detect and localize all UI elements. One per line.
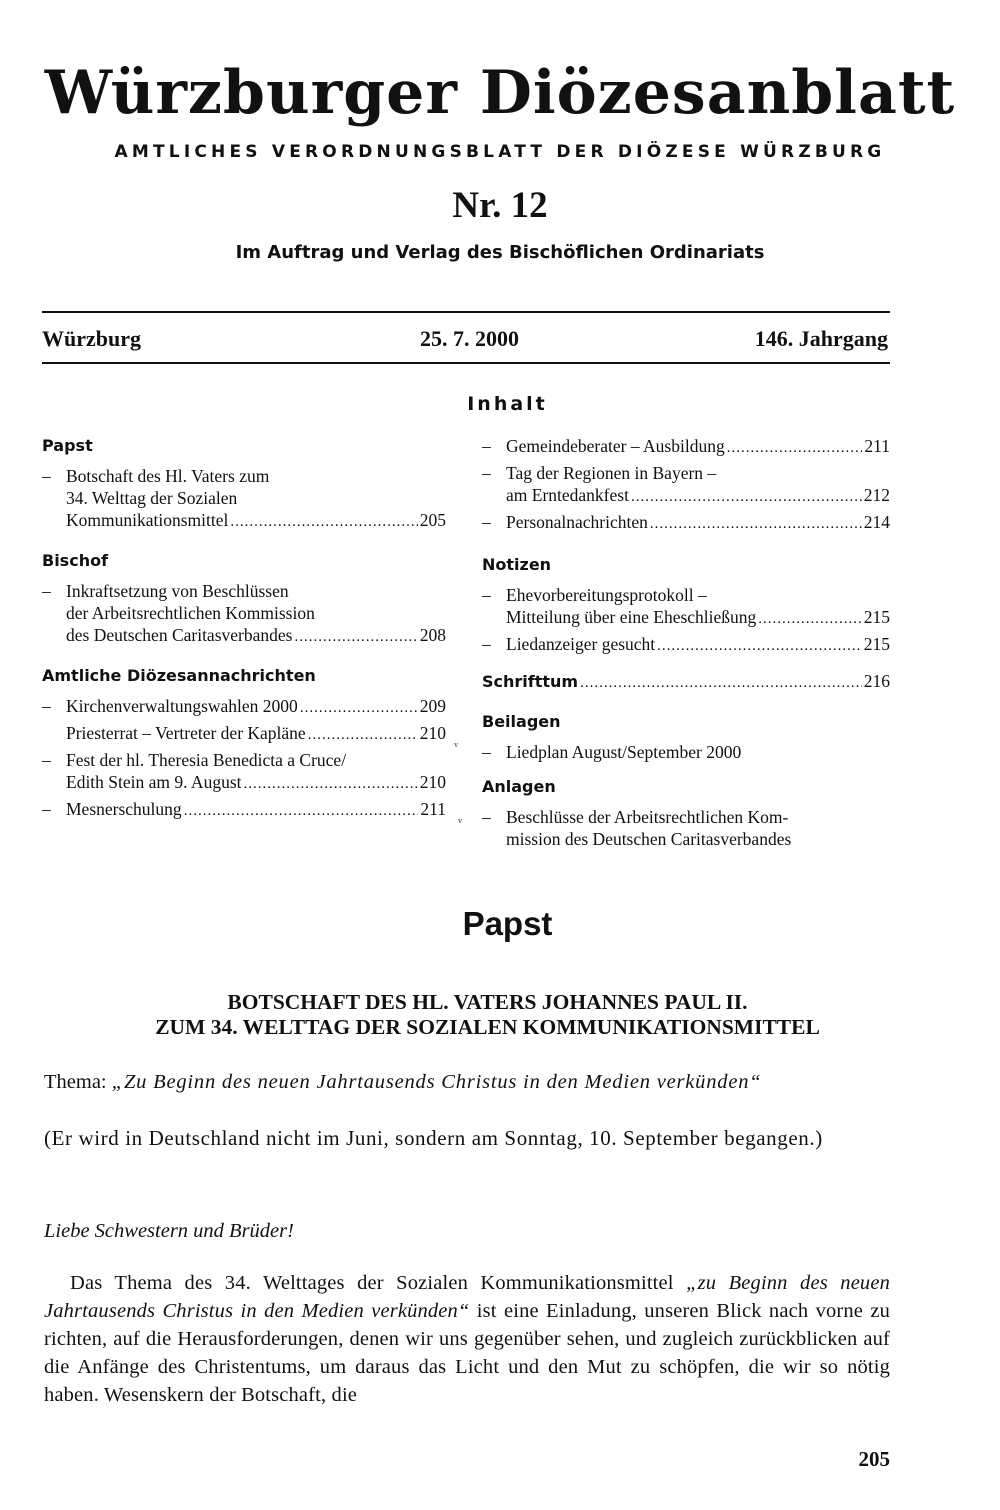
toc-heading-papst: Papst [42, 436, 93, 455]
toc-entry-text: mission des Deutschen Caritasverbandes [506, 829, 792, 849]
toc-dash: – [482, 463, 491, 483]
toc-dash: – [482, 742, 491, 762]
leader-dots [580, 672, 862, 694]
article-greeting: Liebe Schwestern und Brüder! [44, 1220, 294, 1242]
toc-entry[interactable] [42, 580, 446, 648]
toc-left-column [42, 435, 446, 825]
article-title-line-1: BOTSCHAFT DES HL. VATERS JOHANNES PAUL II. [227, 990, 748, 1014]
dateline-volume: 146. Jahrgang [754, 326, 888, 351]
toc-entry-text: Liedanzeiger gesucht [506, 634, 656, 654]
toc-heading-bischof: Bischof [42, 551, 109, 570]
paragraph-quote: „zu Beginn des neuen Jahrtausends Christus in den Medien verkünden“ [44, 1272, 890, 1322]
toc-entry[interactable] [42, 722, 446, 746]
toc-entry-text: Fest der hl. Theresia Benedicta a Cruce/ [66, 750, 347, 770]
leader-dots [184, 800, 419, 822]
toc-page-number: 214 [863, 512, 890, 532]
theme-label: Thema: [44, 1071, 107, 1093]
paragraph-text: ist eine Einladung, unseren Blick nach vorne zu richten, auf die Herausforderungen, denen wir uns gegenüber sehen, und zugleich zurückblicken auf die Anfänge des Christentums, um daraus das Licht und den Mut zu schöpfen, die wir so nötig haben. Wesenskern der Botschaft, die [44, 1300, 890, 1406]
toc-dash: – [42, 799, 51, 819]
section-heading: Papst [462, 905, 553, 942]
divider-bottom [42, 362, 890, 364]
divider-top [42, 311, 890, 313]
toc-entry[interactable] [42, 465, 446, 533]
toc-page-number: 211 [864, 436, 890, 456]
toc-dash: – [42, 466, 51, 486]
toc-entry-text: Priesterrat – Vertreter der Kapläne [66, 723, 306, 743]
toc-page-number: 215 [863, 634, 890, 654]
leader-dots [650, 513, 862, 535]
toc-entry-text: Gemeindeberater – Ausbildung [506, 436, 725, 456]
publisher-line: Im Auftrag und Verlag des Bischöflichen Ordinariats [235, 242, 765, 263]
issue-number: Nr. 12 [452, 185, 548, 226]
leader-dots [230, 511, 417, 533]
toc-dash: – [482, 585, 491, 605]
toc-page-number: 208 [419, 625, 446, 645]
theme-text: „Zu Beginn des neuen Jahrtausends Christus in den Medien verkünden“ [111, 1071, 762, 1093]
toc-entry[interactable] [482, 584, 890, 630]
toc-entry-text: Edith Stein am 9. August [66, 772, 242, 792]
toc-page-number: 210 [419, 723, 446, 743]
toc-page-number: 210 [419, 772, 446, 792]
toc-dash: – [482, 807, 491, 827]
toc-title: Inhalt [467, 393, 548, 415]
toc-dash: – [42, 581, 51, 601]
toc-dash: – [482, 512, 491, 532]
leader-dots [758, 608, 861, 630]
toc-page-number: 211 [420, 799, 446, 819]
toc-entry-text: am Erntedankfest [506, 485, 629, 505]
toc-entry[interactable] [482, 462, 890, 508]
toc-dash: – [42, 750, 51, 770]
article-theme [44, 1068, 904, 1096]
toc-heading-beilagen: Beilagen [482, 712, 561, 731]
toc-entry-text: des Deutschen Caritasverbandes [66, 625, 293, 645]
dateline-date: 25. 7. 2000 [420, 326, 519, 351]
toc-heading-notizen: Notizen [482, 555, 552, 574]
toc-entry-text: Ehevorbereitungsprotokoll – [506, 585, 707, 605]
toc-entry[interactable] [42, 798, 446, 822]
masthead-title: Würzburger Diözesanblatt [44, 58, 956, 128]
toc-dash: – [482, 436, 491, 456]
toc-entry-text: Inkraftsetzung von Beschlüssen [66, 581, 289, 601]
toc-heading-anlagen: Anlagen [482, 777, 556, 796]
toc-entry-text: Mesnerschulung [66, 799, 182, 819]
toc-entry-text: Kommunikationsmittel [66, 510, 229, 530]
toc-entry-text: Botschaft des Hl. Vaters zum [66, 466, 270, 486]
article-paragraph [44, 1269, 890, 1409]
toc-page-number: 212 [863, 485, 890, 505]
toc-entry-text: Beschlüsse der Arbeitsrechtlichen Kom- [506, 807, 789, 827]
leader-dots [294, 626, 417, 648]
toc-entry[interactable] [482, 806, 890, 850]
leader-dots [657, 635, 862, 657]
toc-entry[interactable] [482, 633, 890, 657]
toc-page-number: 209 [419, 696, 446, 716]
leader-dots [244, 773, 418, 795]
toc-page-number: 205 [419, 510, 446, 530]
dateline [42, 323, 890, 355]
toc-dash: – [42, 696, 51, 716]
leader-dots [300, 697, 418, 719]
toc-dash: – [482, 634, 491, 654]
masthead-subtitle: AMTLICHES VERORDNUNGSBLATT DER DIÖZESE WÜRZBURG [114, 142, 886, 162]
leader-dots [308, 724, 418, 746]
toc-heading-amtliche: Amtliche Diözesannachrichten [42, 666, 316, 685]
toc-entry-text: der Arbeitsrechtlichen Kommission [66, 603, 315, 623]
toc-entry-schrifttum[interactable] [482, 670, 890, 694]
toc-heading-schrifttum: Schrifttum [482, 672, 579, 691]
leader-dots [631, 486, 862, 508]
article-title [40, 990, 935, 1040]
article-title-line-2: ZUM 34. WELTTAG DER SOZIALEN KOMMUNIKATIONSMITTEL [155, 1015, 820, 1039]
toc-entry[interactable] [42, 695, 446, 719]
article-note: (Er wird in Deutschland nicht im Juni, sondern am Sonntag, 10. September begangen.) [44, 1126, 823, 1150]
toc-entry[interactable] [482, 741, 890, 763]
toc-entry-text: Tag der Regionen in Bayern – [506, 463, 717, 483]
toc-entry-text: 34. Welttag der Sozialen [66, 488, 238, 508]
leader-dots [727, 437, 863, 459]
toc-entry-text: Kirchenverwaltungswahlen 2000 [66, 696, 298, 716]
check-mark-icon: ᵛ [458, 816, 463, 831]
toc-entry[interactable] [482, 435, 890, 459]
dateline-place: Würzburg [42, 326, 141, 351]
toc-entry-text: Liedplan August/September 2000 [506, 742, 742, 762]
toc-page-number: 216 [863, 671, 890, 691]
toc-entry-text: Mitteilung über eine Eheschließung [506, 607, 757, 627]
toc-page-number: 215 [863, 607, 890, 627]
page-number: 205 [858, 1447, 890, 1471]
toc-entry-text: Personalnachrichten [506, 512, 648, 532]
check-mark-icon: ᵛ [454, 740, 459, 755]
toc-right-column [482, 435, 890, 853]
toc-entry[interactable] [42, 749, 446, 795]
toc-entry[interactable] [482, 511, 890, 535]
paragraph-text: Das Thema des 34. Welttages der Sozialen Kommunikationsmittel [70, 1272, 687, 1294]
